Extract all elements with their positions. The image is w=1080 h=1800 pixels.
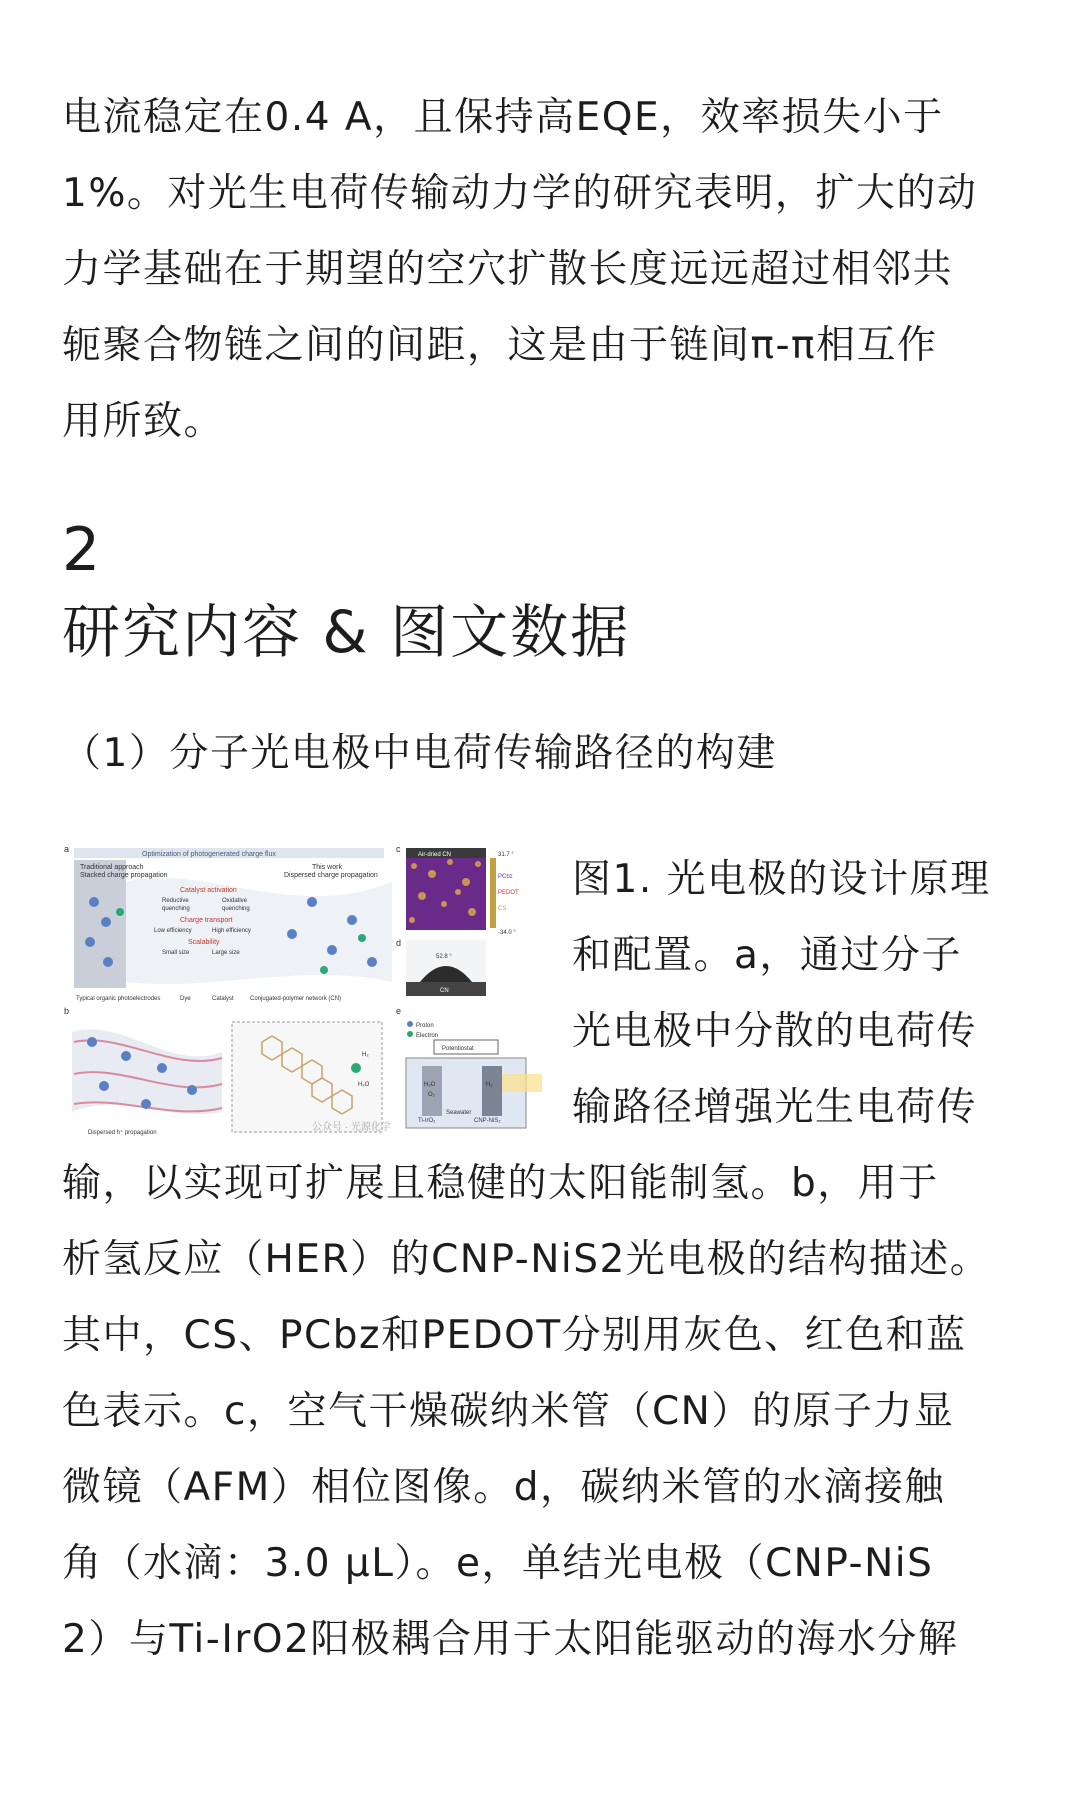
panel-b-caption: Dispersed h⁺ propagation	[88, 1130, 157, 1136]
panel-a-bottom-right: Conjugated-polymer network (CN)	[250, 996, 342, 1002]
quenching-label: quenching	[222, 906, 250, 912]
panel-a-right-title: This work	[312, 864, 342, 871]
caption-line: 光电极中分散的电荷传	[572, 1009, 978, 1054]
large-size: Large size	[212, 950, 240, 956]
oxidative-label: Oxidative	[222, 898, 248, 904]
scalability: Scalability	[188, 939, 220, 946]
low-efficiency: Low efficiency	[154, 928, 192, 934]
caption-line: 角（水滴：3.0 μL）。e，单结光电极（CNP-NiS	[62, 1541, 934, 1586]
anode-water: H₂O	[424, 1082, 436, 1088]
caption-line: 2）与Ti-IrO2阳极耦合用于太阳能驱动的海水分解	[62, 1617, 959, 1662]
dye-legend: Dye	[180, 996, 191, 1002]
panel-a-header: Optimization of photogenerated charge flux	[142, 851, 276, 858]
figure-1-graphic	[62, 842, 552, 1142]
section-title: 研究内容 & 图文数据	[62, 598, 631, 666]
potentiostat-label: Potentiostat	[442, 1046, 474, 1052]
anode-electrode	[422, 1066, 442, 1116]
panel-e	[396, 1006, 542, 1128]
afm-title: Air-dried CN	[418, 852, 452, 858]
panel-a-bottom-left: Typical organic photoelectrodes	[76, 996, 161, 1002]
caption-line: 输，以实现可扩展且稳健的太阳能制氢。b，用于	[62, 1161, 939, 1206]
caption-line: 输路径增强光生电荷传	[572, 1085, 978, 1130]
proton-icon	[407, 1021, 413, 1027]
electron-icon	[407, 1031, 413, 1037]
watermark: 公众号 · 光源化学	[312, 1122, 391, 1133]
afm-top-value: 31.7 °	[498, 852, 514, 858]
high-efficiency: High efficiency	[212, 928, 251, 934]
caption-line: 其中，CS、PCbz和PEDOT分别用灰色、红色和蓝	[62, 1313, 967, 1358]
quenching-label: quenching	[162, 906, 190, 912]
proton-label: Proton	[416, 1023, 434, 1029]
cathode-electrode	[482, 1066, 502, 1116]
afm-legend-pcbz: PCbz	[498, 874, 513, 880]
cathode-h2: H₂	[486, 1082, 493, 1088]
h2-label: H₂	[362, 1052, 369, 1058]
catalyst-activation: Catalyst activation	[180, 887, 237, 894]
intro-line: 电流稳定在0.4 A，且保持高EQE，效率损失小于	[62, 95, 944, 140]
intro-paragraph	[62, 80, 1022, 460]
caption-line: 图1. 光电极的设计原理	[572, 857, 991, 902]
panel-e-tag: e	[396, 1006, 402, 1016]
figure-caption-wrapped	[572, 842, 1042, 1146]
intro-line: 轭聚合物链之间的间距，这是由于链间π-π相互作	[62, 323, 938, 368]
structure-inset	[232, 1022, 382, 1132]
figure-caption-continued	[62, 1146, 1022, 1678]
o2-label: O₂	[428, 1092, 435, 1098]
panel-c-tag: c	[396, 844, 401, 854]
small-size: Small size	[162, 950, 190, 956]
panel-a	[64, 844, 392, 1002]
h2o-label: H₂O	[358, 1082, 370, 1088]
anode-label: Ti-IrO₂	[418, 1118, 436, 1124]
panel-a-left-title: Traditional approach	[80, 864, 144, 871]
electron-label: Electron	[416, 1033, 439, 1039]
cathode-label: CNP-NiS₂	[474, 1118, 501, 1124]
catalyst-site	[351, 1063, 361, 1073]
charge-transport: Charge transport	[180, 917, 233, 924]
panel-b-tag: b	[64, 1006, 70, 1016]
contact-angle-value: 52.8 °	[436, 954, 452, 960]
reductive-label: Reductive	[162, 898, 189, 904]
panel-d-tag: d	[396, 938, 402, 948]
panel-a-right-sub: Dispersed charge propagation	[284, 872, 378, 879]
afm-scale-bar	[490, 858, 496, 928]
intro-line: 力学基础在于期望的空穴扩散长度远远超过相邻共	[62, 247, 954, 292]
figure-1	[62, 842, 552, 1142]
light-beam	[502, 1074, 542, 1092]
afm-image	[406, 848, 486, 930]
substrate-label: CN	[440, 988, 449, 994]
seawater-label: Seawater	[446, 1110, 472, 1116]
panel-a-tag: a	[64, 844, 70, 854]
caption-line: 色表示。c，空气干燥碳纳米管（CN）的原子力显	[62, 1389, 955, 1434]
intro-line: 用所致。	[62, 399, 225, 444]
subheading: （1）分子光电极中电荷传输路径的构建	[62, 731, 777, 776]
panel-d	[396, 938, 486, 996]
caption-line: 微镜（AFM）相位图像。d，碳纳米管的水滴接触	[62, 1465, 946, 1510]
caption-line: 析氢反应（HER）的CNP-NiS2光电极的结构描述。	[62, 1237, 991, 1282]
intro-line: 1%。对光生电荷传输动力学的研究表明，扩大的动	[62, 171, 978, 216]
section-number: 2	[62, 515, 101, 585]
afm-legend-pedot: PEDOT	[498, 890, 519, 896]
afm-bottom-value: -34.0 °	[498, 930, 516, 936]
panel-c	[396, 844, 519, 936]
stacked-electrode	[74, 860, 126, 988]
caption-line: 和配置。a，通过分子	[572, 933, 962, 978]
afm-legend-cs: CS	[498, 906, 507, 912]
panel-a-left-sub: Stacked charge propagation	[80, 872, 168, 879]
panel-b	[64, 1006, 382, 1136]
catalyst-legend: Catalyst	[212, 996, 234, 1002]
